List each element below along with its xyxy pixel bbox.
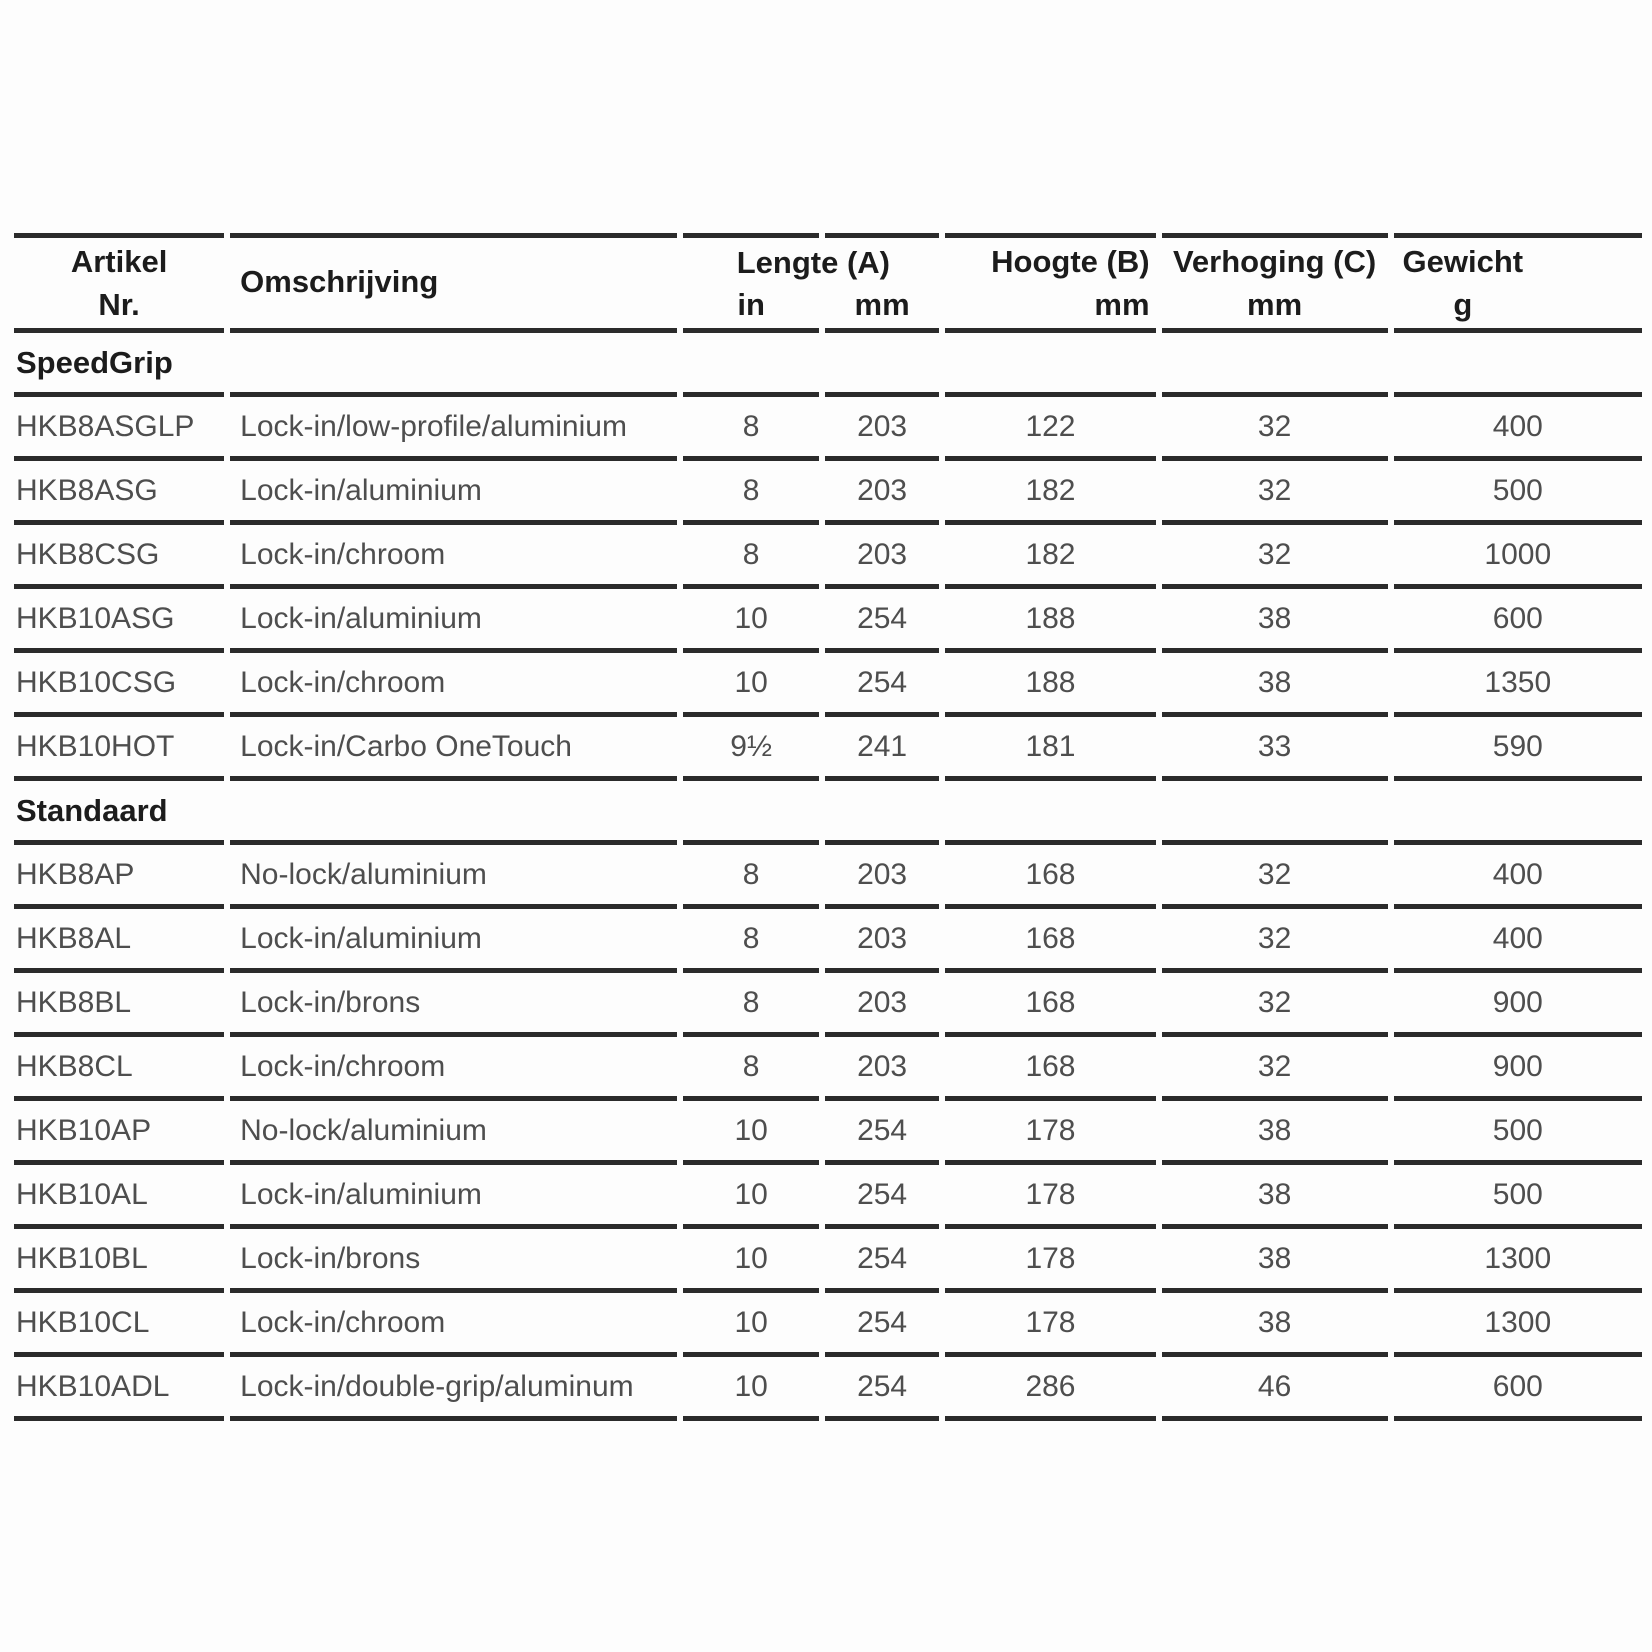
cell-omschrijving: Lock-in/low-profile/aluminium (230, 397, 677, 461)
header-gewicht (1394, 233, 1642, 333)
cell-lengte-in: 8 (683, 973, 818, 1037)
table-row (14, 653, 1642, 717)
table-row (14, 461, 1642, 525)
section-row (14, 333, 1642, 397)
cell-omschrijving: Lock-in/chroom (230, 1293, 677, 1357)
section-empty-cell (825, 781, 940, 845)
cell-lengte-in: 8 (683, 525, 818, 589)
cell-artikel-nr: HKB8BL (14, 973, 224, 1037)
cell-lengte-mm: 203 (825, 461, 940, 525)
cell-verhoging-mm: 32 (1162, 461, 1388, 525)
table-row (14, 1037, 1642, 1101)
table-row (14, 397, 1642, 461)
cell-gewicht-g: 500 (1394, 1101, 1642, 1165)
header-hoogte-label: Hoogte (B) (991, 244, 1150, 279)
cell-hoogte-mm: 182 (945, 525, 1155, 589)
section-empty-cell (945, 781, 1155, 845)
cell-lengte-in: 9½ (683, 717, 818, 781)
header-hoogte-unit: mm (1094, 287, 1150, 322)
table-row (14, 1229, 1642, 1293)
cell-gewicht-g: 600 (1394, 589, 1642, 653)
cell-artikel-nr: HKB10ADL (14, 1357, 224, 1421)
table-row (14, 1293, 1642, 1357)
cell-lengte-mm: 203 (825, 525, 940, 589)
cell-verhoging-mm: 32 (1162, 1037, 1388, 1101)
table-row (14, 1101, 1642, 1165)
cell-omschrijving: Lock-in/Carbo OneTouch (230, 717, 677, 781)
section-empty-cell (230, 781, 677, 845)
cell-lengte-mm: 254 (825, 1293, 940, 1357)
cell-lengte-in: 10 (683, 1165, 818, 1229)
cell-omschrijving: Lock-in/aluminium (230, 589, 677, 653)
cell-omschrijving: No-lock/aluminium (230, 1101, 677, 1165)
cell-gewicht-g: 900 (1394, 1037, 1642, 1101)
product-spec-table (8, 233, 1648, 1421)
cell-gewicht-g: 500 (1394, 1165, 1642, 1229)
cell-hoogte-mm: 178 (945, 1165, 1155, 1229)
cell-lengte-mm: 254 (825, 1165, 940, 1229)
cell-verhoging-mm: 32 (1162, 525, 1388, 589)
section-empty-cell (1394, 333, 1642, 397)
cell-hoogte-mm: 168 (945, 909, 1155, 973)
cell-omschrijving: Lock-in/double-grip/aluminum (230, 1357, 677, 1421)
cell-omschrijving: Lock-in/brons (230, 1229, 677, 1293)
cell-artikel-nr: HKB10CL (14, 1293, 224, 1357)
cell-gewicht-g: 900 (1394, 973, 1642, 1037)
cell-omschrijving: Lock-in/chroom (230, 1037, 677, 1101)
cell-omschrijving: Lock-in/aluminium (230, 461, 677, 525)
cell-hoogte-mm: 168 (945, 845, 1155, 909)
cell-hoogte-mm: 286 (945, 1357, 1155, 1421)
cell-gewicht-g: 1000 (1394, 525, 1642, 589)
section-empty-cell (683, 333, 818, 397)
header-lengte-unit-mm: mm (854, 287, 910, 322)
cell-gewicht-g: 1350 (1394, 653, 1642, 717)
cell-hoogte-mm: 168 (945, 1037, 1155, 1101)
cell-gewicht-g: 1300 (1394, 1293, 1642, 1357)
header-gewicht-unit: g (1453, 287, 1473, 322)
cell-hoogte-mm: 182 (945, 461, 1155, 525)
section-empty-cell (1162, 333, 1388, 397)
cell-omschrijving: Lock-in/brons (230, 973, 677, 1037)
header-verhoging (1162, 233, 1388, 333)
cell-lengte-in: 10 (683, 1101, 818, 1165)
cell-artikel-nr: HKB8CSG (14, 525, 224, 589)
cell-artikel-nr: HKB10AL (14, 1165, 224, 1229)
table-row (14, 589, 1642, 653)
cell-omschrijving: Lock-in/chroom (230, 525, 677, 589)
cell-hoogte-mm: 122 (945, 397, 1155, 461)
header-lengte-unit-in: in (737, 287, 765, 322)
cell-artikel-nr: HKB10HOT (14, 717, 224, 781)
cell-lengte-mm: 254 (825, 589, 940, 653)
cell-lengte-mm: 254 (825, 1229, 940, 1293)
cell-hoogte-mm: 178 (945, 1101, 1155, 1165)
cell-lengte-in: 8 (683, 461, 818, 525)
cell-lengte-mm: 203 (825, 973, 940, 1037)
cell-lengte-in: 8 (683, 909, 818, 973)
cell-verhoging-mm: 32 (1162, 397, 1388, 461)
table-row (14, 909, 1642, 973)
cell-hoogte-mm: 178 (945, 1229, 1155, 1293)
cell-gewicht-g: 400 (1394, 397, 1642, 461)
header-omschrijving-label: Omschrijving (240, 264, 439, 299)
cell-artikel-nr: HKB8AL (14, 909, 224, 973)
cell-lengte-mm: 203 (825, 1037, 940, 1101)
section-empty-cell (825, 333, 940, 397)
cell-artikel-nr: HKB10ASG (14, 589, 224, 653)
header-gewicht-label: Gewicht (1402, 244, 1524, 279)
cell-artikel-nr: HKB10AP (14, 1101, 224, 1165)
table-row (14, 717, 1642, 781)
cell-verhoging-mm: 38 (1162, 653, 1388, 717)
cell-omschrijving: Lock-in/aluminium (230, 1165, 677, 1229)
cell-gewicht-g: 590 (1394, 717, 1642, 781)
cell-verhoging-mm: 32 (1162, 909, 1388, 973)
section-empty-cell (683, 781, 818, 845)
cell-gewicht-g: 500 (1394, 461, 1642, 525)
cell-omschrijving: No-lock/aluminium (230, 845, 677, 909)
cell-lengte-mm: 254 (825, 653, 940, 717)
cell-lengte-in: 10 (683, 1229, 818, 1293)
cell-gewicht-g: 600 (1394, 1357, 1642, 1421)
section-empty-cell (1162, 781, 1388, 845)
section-empty-cell (230, 333, 677, 397)
cell-hoogte-mm: 168 (945, 973, 1155, 1037)
table-row (14, 845, 1642, 909)
cell-artikel-nr: HKB8CL (14, 1037, 224, 1101)
cell-hoogte-mm: 188 (945, 653, 1155, 717)
cell-lengte-in: 8 (683, 845, 818, 909)
header-verhoging-label: Verhoging (C) (1172, 244, 1377, 279)
header-lengte-label: Lengte (A) (736, 245, 891, 280)
cell-artikel-nr: HKB8ASG (14, 461, 224, 525)
cell-artikel-nr: HKB10CSG (14, 653, 224, 717)
cell-lengte-in: 10 (683, 653, 818, 717)
cell-hoogte-mm: 178 (945, 1293, 1155, 1357)
cell-gewicht-g: 400 (1394, 845, 1642, 909)
cell-verhoging-mm: 38 (1162, 1293, 1388, 1357)
cell-artikel-nr: HKB10BL (14, 1229, 224, 1293)
cell-gewicht-g: 400 (1394, 909, 1642, 973)
cell-lengte-in: 8 (683, 397, 818, 461)
cell-lengte-in: 10 (683, 1357, 818, 1421)
cell-verhoging-mm: 38 (1162, 1229, 1388, 1293)
cell-verhoging-mm: 33 (1162, 717, 1388, 781)
header-hoogte (945, 233, 1155, 333)
table-row (14, 1357, 1642, 1421)
cell-lengte-mm: 203 (825, 909, 940, 973)
cell-hoogte-mm: 181 (945, 717, 1155, 781)
section-empty-cell (1394, 781, 1642, 845)
table-row (14, 973, 1642, 1037)
section-label: Standaard (14, 781, 224, 845)
table-row (14, 525, 1642, 589)
cell-verhoging-mm: 38 (1162, 1101, 1388, 1165)
header-verhoging-unit: mm (1247, 287, 1303, 322)
table-row (14, 1165, 1642, 1229)
table-body (14, 333, 1642, 1421)
section-empty-cell (945, 333, 1155, 397)
section-label: SpeedGrip (14, 333, 224, 397)
cell-verhoging-mm: 32 (1162, 973, 1388, 1037)
cell-lengte-mm: 203 (825, 845, 940, 909)
cell-omschrijving: Lock-in/aluminium (230, 909, 677, 973)
header-artikel-nr (14, 233, 224, 333)
cell-omschrijving: Lock-in/chroom (230, 653, 677, 717)
cell-lengte-in: 10 (683, 1293, 818, 1357)
cell-lengte-in: 8 (683, 1037, 818, 1101)
cell-lengte-mm: 254 (825, 1101, 940, 1165)
cell-verhoging-mm: 46 (1162, 1357, 1388, 1421)
header-artikel-line1: Artikel (70, 244, 168, 279)
cell-artikel-nr: HKB8AP (14, 845, 224, 909)
cell-lengte-mm: 241 (825, 717, 940, 781)
cell-artikel-nr: HKB8ASGLP (14, 397, 224, 461)
header-artikel-line2: Nr. (98, 287, 140, 322)
cell-lengte-in: 10 (683, 589, 818, 653)
cell-lengte-mm: 203 (825, 397, 940, 461)
table-header-row (14, 233, 1642, 333)
cell-lengte-mm: 254 (825, 1357, 940, 1421)
cell-verhoging-mm: 32 (1162, 845, 1388, 909)
cell-hoogte-mm: 188 (945, 589, 1155, 653)
cell-gewicht-g: 1300 (1394, 1229, 1642, 1293)
section-row (14, 781, 1642, 845)
cell-verhoging-mm: 38 (1162, 1165, 1388, 1229)
header-omschrijving (230, 233, 677, 333)
cell-verhoging-mm: 38 (1162, 589, 1388, 653)
